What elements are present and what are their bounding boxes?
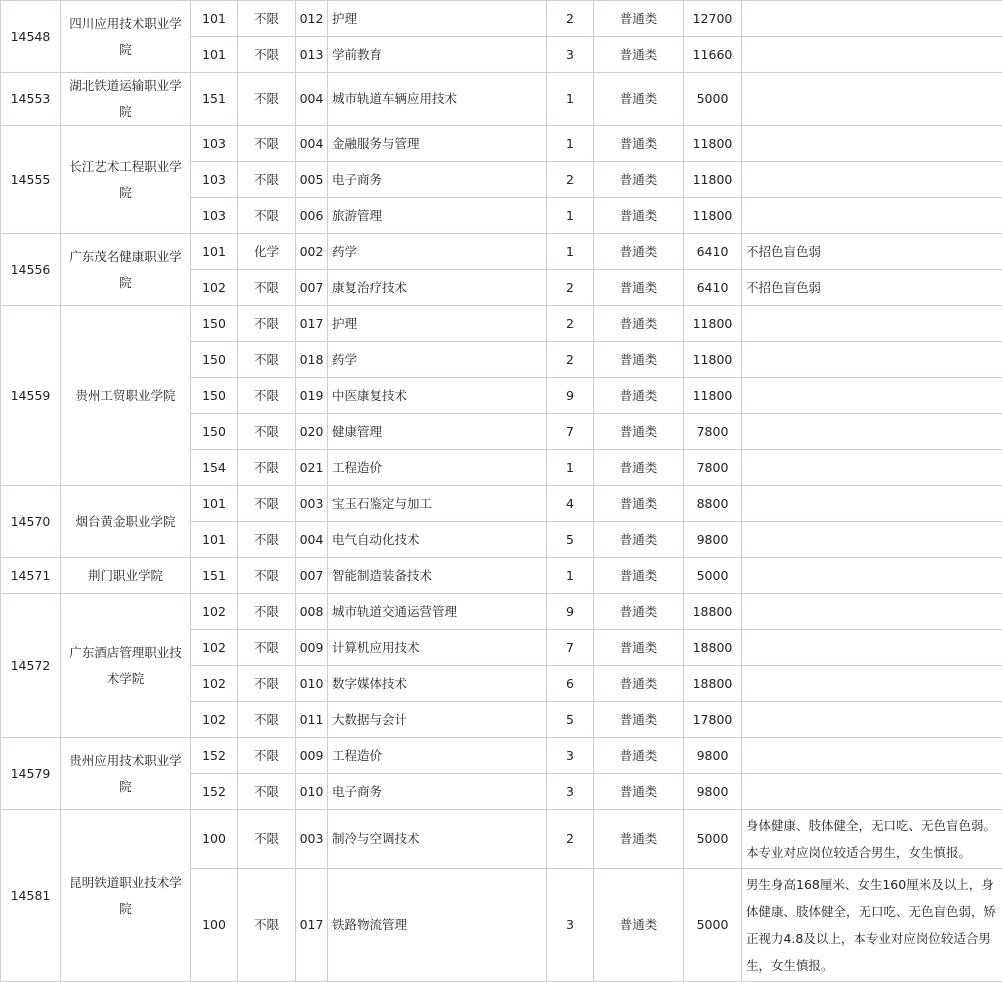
major-code-cell: 017 bbox=[296, 869, 328, 982]
school-code-cell: 14553 bbox=[1, 73, 61, 126]
subject-requirement-cell: 不限 bbox=[238, 342, 296, 378]
category-cell: 普通类 bbox=[594, 342, 684, 378]
table-row bbox=[1, 1, 1002, 37]
category-cell: 普通类 bbox=[594, 1, 684, 37]
major-name-cell: 药学 bbox=[328, 234, 547, 270]
tuition-fee-cell: 11800 bbox=[684, 126, 742, 162]
major-name-cell: 药学 bbox=[328, 342, 547, 378]
major-name-cell: 电子商务 bbox=[328, 162, 547, 198]
tuition-fee-cell: 7800 bbox=[684, 450, 742, 486]
plan-count-cell: 1 bbox=[547, 558, 594, 594]
major-code-cell: 019 bbox=[296, 378, 328, 414]
category-cell: 普通类 bbox=[594, 486, 684, 522]
tuition-fee-cell: 9800 bbox=[684, 774, 742, 810]
school-name-cell: 广东酒店管理职业技术学院 bbox=[61, 594, 191, 738]
remark-cell bbox=[742, 522, 1002, 558]
tuition-fee-cell: 6410 bbox=[684, 234, 742, 270]
tuition-fee-cell: 17800 bbox=[684, 702, 742, 738]
group-code-cell: 102 bbox=[191, 630, 238, 666]
remark-cell: 不招色盲色弱 bbox=[742, 270, 1002, 306]
subject-requirement-cell: 不限 bbox=[238, 1, 296, 37]
school-name-cell: 广东茂名健康职业学院 bbox=[61, 234, 191, 306]
major-code-cell: 004 bbox=[296, 522, 328, 558]
major-name-cell: 护理 bbox=[328, 1, 547, 37]
category-cell: 普通类 bbox=[594, 414, 684, 450]
major-name-cell: 金融服务与管理 bbox=[328, 126, 547, 162]
tuition-fee-cell: 5000 bbox=[684, 869, 742, 982]
subject-requirement-cell: 不限 bbox=[238, 774, 296, 810]
category-cell: 普通类 bbox=[594, 162, 684, 198]
plan-count-cell: 1 bbox=[547, 450, 594, 486]
remark-cell bbox=[742, 774, 1002, 810]
subject-requirement-cell: 不限 bbox=[238, 126, 296, 162]
subject-requirement-cell: 不限 bbox=[238, 486, 296, 522]
plan-count-cell: 1 bbox=[547, 73, 594, 126]
plan-count-cell: 2 bbox=[547, 306, 594, 342]
subject-requirement-cell: 不限 bbox=[238, 162, 296, 198]
group-code-cell: 150 bbox=[191, 378, 238, 414]
plan-count-cell: 1 bbox=[547, 198, 594, 234]
major-code-cell: 009 bbox=[296, 738, 328, 774]
group-code-cell: 150 bbox=[191, 414, 238, 450]
major-name-cell: 铁路物流管理 bbox=[328, 869, 547, 982]
category-cell: 普通类 bbox=[594, 37, 684, 73]
major-name-cell: 学前教育 bbox=[328, 37, 547, 73]
tuition-fee-cell: 11800 bbox=[684, 378, 742, 414]
tuition-fee-cell: 5000 bbox=[684, 558, 742, 594]
school-code-cell: 14570 bbox=[1, 486, 61, 558]
category-cell: 普通类 bbox=[594, 558, 684, 594]
tuition-fee-cell: 9800 bbox=[684, 522, 742, 558]
remark-cell bbox=[742, 630, 1002, 666]
tuition-fee-cell: 5000 bbox=[684, 810, 742, 869]
group-code-cell: 101 bbox=[191, 522, 238, 558]
major-name-cell: 城市轨道交通运营管理 bbox=[328, 594, 547, 630]
school-name-cell: 贵州应用技术职业学院 bbox=[61, 738, 191, 810]
group-code-cell: 101 bbox=[191, 486, 238, 522]
plan-count-cell: 7 bbox=[547, 414, 594, 450]
subject-requirement-cell: 不限 bbox=[238, 198, 296, 234]
group-code-cell: 102 bbox=[191, 594, 238, 630]
school-name-cell: 长江艺术工程职业学院 bbox=[61, 126, 191, 234]
plan-count-cell: 2 bbox=[547, 270, 594, 306]
major-code-cell: 021 bbox=[296, 450, 328, 486]
remark-cell bbox=[742, 126, 1002, 162]
table-row bbox=[1, 594, 1002, 630]
plan-count-cell: 4 bbox=[547, 486, 594, 522]
major-code-cell: 004 bbox=[296, 73, 328, 126]
plan-count-cell: 2 bbox=[547, 162, 594, 198]
plan-count-cell: 2 bbox=[547, 810, 594, 869]
remark-cell bbox=[742, 414, 1002, 450]
group-code-cell: 152 bbox=[191, 774, 238, 810]
remark-cell bbox=[742, 594, 1002, 630]
school-name-cell: 昆明铁道职业技术学院 bbox=[61, 810, 191, 982]
plan-count-cell: 5 bbox=[547, 522, 594, 558]
major-code-cell: 018 bbox=[296, 342, 328, 378]
school-name-cell: 湖北铁道运输职业学院 bbox=[61, 73, 191, 126]
plan-count-cell: 9 bbox=[547, 594, 594, 630]
remark-cell: 身体健康、肢体健全，无口吃、无色盲色弱。本专业对应岗位较适合男生，女生慎报。 bbox=[742, 810, 1002, 869]
tuition-fee-cell: 11800 bbox=[684, 198, 742, 234]
category-cell: 普通类 bbox=[594, 738, 684, 774]
subject-requirement-cell: 不限 bbox=[238, 738, 296, 774]
tuition-fee-cell: 11800 bbox=[684, 306, 742, 342]
school-code-cell: 14555 bbox=[1, 126, 61, 234]
major-name-cell: 宝玉石鉴定与加工 bbox=[328, 486, 547, 522]
group-code-cell: 100 bbox=[191, 810, 238, 869]
major-code-cell: 020 bbox=[296, 414, 328, 450]
group-code-cell: 103 bbox=[191, 162, 238, 198]
major-code-cell: 007 bbox=[296, 558, 328, 594]
tuition-fee-cell: 11800 bbox=[684, 162, 742, 198]
category-cell: 普通类 bbox=[594, 198, 684, 234]
major-code-cell: 009 bbox=[296, 630, 328, 666]
subject-requirement-cell: 不限 bbox=[238, 414, 296, 450]
category-cell: 普通类 bbox=[594, 594, 684, 630]
tuition-fee-cell: 8800 bbox=[684, 486, 742, 522]
tuition-fee-cell: 18800 bbox=[684, 630, 742, 666]
group-code-cell: 154 bbox=[191, 450, 238, 486]
subject-requirement-cell: 不限 bbox=[238, 450, 296, 486]
major-name-cell: 旅游管理 bbox=[328, 198, 547, 234]
major-code-cell: 013 bbox=[296, 37, 328, 73]
group-code-cell: 103 bbox=[191, 126, 238, 162]
major-name-cell: 电气自动化技术 bbox=[328, 522, 547, 558]
table-row bbox=[1, 234, 1002, 270]
category-cell: 普通类 bbox=[594, 234, 684, 270]
group-code-cell: 151 bbox=[191, 558, 238, 594]
subject-requirement-cell: 不限 bbox=[238, 378, 296, 414]
table-row bbox=[1, 73, 1002, 126]
school-code-cell: 14548 bbox=[1, 1, 61, 73]
subject-requirement-cell: 不限 bbox=[238, 522, 296, 558]
school-code-cell: 14579 bbox=[1, 738, 61, 810]
table-row bbox=[1, 810, 1002, 869]
remark-cell bbox=[742, 450, 1002, 486]
remark-cell bbox=[742, 558, 1002, 594]
group-code-cell: 102 bbox=[191, 666, 238, 702]
subject-requirement-cell: 不限 bbox=[238, 73, 296, 126]
major-name-cell: 制冷与空调技术 bbox=[328, 810, 547, 869]
major-code-cell: 010 bbox=[296, 666, 328, 702]
remark-cell bbox=[742, 486, 1002, 522]
major-code-cell: 002 bbox=[296, 234, 328, 270]
tuition-fee-cell: 11800 bbox=[684, 342, 742, 378]
major-code-cell: 008 bbox=[296, 594, 328, 630]
plan-count-cell: 1 bbox=[547, 234, 594, 270]
major-code-cell: 007 bbox=[296, 270, 328, 306]
plan-count-cell: 6 bbox=[547, 666, 594, 702]
school-name-cell: 贵州工贸职业学院 bbox=[61, 306, 191, 486]
major-name-cell: 大数据与会计 bbox=[328, 702, 547, 738]
remark-cell bbox=[742, 1, 1002, 37]
major-name-cell: 中医康复技术 bbox=[328, 378, 547, 414]
remark-cell bbox=[742, 198, 1002, 234]
subject-requirement-cell: 不限 bbox=[238, 594, 296, 630]
major-name-cell: 工程造价 bbox=[328, 738, 547, 774]
remark-cell bbox=[742, 162, 1002, 198]
major-name-cell: 工程造价 bbox=[328, 450, 547, 486]
table-row bbox=[1, 126, 1002, 162]
school-code-cell: 14556 bbox=[1, 234, 61, 306]
tuition-fee-cell: 5000 bbox=[684, 73, 742, 126]
table-row bbox=[1, 738, 1002, 774]
group-code-cell: 102 bbox=[191, 270, 238, 306]
remark-cell bbox=[742, 37, 1002, 73]
remark-cell bbox=[742, 306, 1002, 342]
tuition-fee-cell: 6410 bbox=[684, 270, 742, 306]
remark-cell bbox=[742, 73, 1002, 126]
major-code-cell: 005 bbox=[296, 162, 328, 198]
group-code-cell: 101 bbox=[191, 37, 238, 73]
major-name-cell: 康复治疗技术 bbox=[328, 270, 547, 306]
school-code-cell: 14571 bbox=[1, 558, 61, 594]
group-code-cell: 151 bbox=[191, 73, 238, 126]
major-code-cell: 010 bbox=[296, 774, 328, 810]
group-code-cell: 152 bbox=[191, 738, 238, 774]
major-code-cell: 003 bbox=[296, 486, 328, 522]
plan-count-cell: 3 bbox=[547, 738, 594, 774]
plan-count-cell: 3 bbox=[547, 37, 594, 73]
major-name-cell: 数字媒体技术 bbox=[328, 666, 547, 702]
major-code-cell: 004 bbox=[296, 126, 328, 162]
school-code-cell: 14572 bbox=[1, 594, 61, 738]
category-cell: 普通类 bbox=[594, 378, 684, 414]
subject-requirement-cell: 不限 bbox=[238, 810, 296, 869]
group-code-cell: 150 bbox=[191, 306, 238, 342]
tuition-fee-cell: 7800 bbox=[684, 414, 742, 450]
category-cell: 普通类 bbox=[594, 126, 684, 162]
subject-requirement-cell: 不限 bbox=[238, 558, 296, 594]
plan-count-cell: 5 bbox=[547, 702, 594, 738]
plan-count-cell: 1 bbox=[547, 126, 594, 162]
major-name-cell: 健康管理 bbox=[328, 414, 547, 450]
subject-requirement-cell: 不限 bbox=[238, 666, 296, 702]
category-cell: 普通类 bbox=[594, 270, 684, 306]
subject-requirement-cell: 不限 bbox=[238, 630, 296, 666]
category-cell: 普通类 bbox=[594, 702, 684, 738]
category-cell: 普通类 bbox=[594, 869, 684, 982]
subject-requirement-cell: 不限 bbox=[238, 37, 296, 73]
category-cell: 普通类 bbox=[594, 666, 684, 702]
plan-count-cell: 3 bbox=[547, 774, 594, 810]
subject-requirement-cell: 不限 bbox=[238, 702, 296, 738]
subject-requirement-cell: 不限 bbox=[238, 270, 296, 306]
major-name-cell: 护理 bbox=[328, 306, 547, 342]
major-name-cell: 智能制造装备技术 bbox=[328, 558, 547, 594]
category-cell: 普通类 bbox=[594, 522, 684, 558]
major-code-cell: 017 bbox=[296, 306, 328, 342]
major-code-cell: 011 bbox=[296, 702, 328, 738]
school-code-cell: 14559 bbox=[1, 306, 61, 486]
plan-count-cell: 2 bbox=[547, 1, 594, 37]
tuition-fee-cell: 18800 bbox=[684, 594, 742, 630]
plan-count-cell: 9 bbox=[547, 378, 594, 414]
remark-cell bbox=[742, 378, 1002, 414]
group-code-cell: 102 bbox=[191, 702, 238, 738]
remark-cell bbox=[742, 738, 1002, 774]
category-cell: 普通类 bbox=[594, 774, 684, 810]
plan-count-cell: 3 bbox=[547, 869, 594, 982]
group-code-cell: 150 bbox=[191, 342, 238, 378]
tuition-fee-cell: 18800 bbox=[684, 666, 742, 702]
subject-requirement-cell: 不限 bbox=[238, 869, 296, 982]
plan-count-cell: 7 bbox=[547, 630, 594, 666]
group-code-cell: 103 bbox=[191, 198, 238, 234]
school-code-cell: 14581 bbox=[1, 810, 61, 982]
category-cell: 普通类 bbox=[594, 306, 684, 342]
school-name-cell: 四川应用技术职业学院 bbox=[61, 1, 191, 73]
major-name-cell: 电子商务 bbox=[328, 774, 547, 810]
category-cell: 普通类 bbox=[594, 630, 684, 666]
tuition-fee-cell: 12700 bbox=[684, 1, 742, 37]
subject-requirement-cell: 化学 bbox=[238, 234, 296, 270]
major-code-cell: 006 bbox=[296, 198, 328, 234]
major-code-cell: 003 bbox=[296, 810, 328, 869]
tuition-fee-cell: 11660 bbox=[684, 37, 742, 73]
remark-cell: 男生身高168厘米、女生160厘米及以上，身体健康、肢体健全，无口吃、无色盲色弱，矫正视力4.8及以上，本专业对应岗位较适合男生，女生慎报。 bbox=[742, 869, 1002, 982]
major-name-cell: 城市轨道车辆应用技术 bbox=[328, 73, 547, 126]
major-code-cell: 012 bbox=[296, 1, 328, 37]
category-cell: 普通类 bbox=[594, 450, 684, 486]
tuition-fee-cell: 9800 bbox=[684, 738, 742, 774]
table-row bbox=[1, 306, 1002, 342]
school-name-cell: 烟台黄金职业学院 bbox=[61, 486, 191, 558]
group-code-cell: 101 bbox=[191, 1, 238, 37]
plan-count-cell: 2 bbox=[547, 342, 594, 378]
category-cell: 普通类 bbox=[594, 810, 684, 869]
school-name-cell: 荆门职业学院 bbox=[61, 558, 191, 594]
remark-cell bbox=[742, 666, 1002, 702]
table-row bbox=[1, 558, 1002, 594]
subject-requirement-cell: 不限 bbox=[238, 306, 296, 342]
category-cell: 普通类 bbox=[594, 73, 684, 126]
major-name-cell: 计算机应用技术 bbox=[328, 630, 547, 666]
group-code-cell: 100 bbox=[191, 869, 238, 982]
table-body bbox=[1, 1, 1002, 982]
table-row bbox=[1, 486, 1002, 522]
group-code-cell: 101 bbox=[191, 234, 238, 270]
remark-cell bbox=[742, 702, 1002, 738]
remark-cell bbox=[742, 342, 1002, 378]
remark-cell: 不招色盲色弱 bbox=[742, 234, 1002, 270]
